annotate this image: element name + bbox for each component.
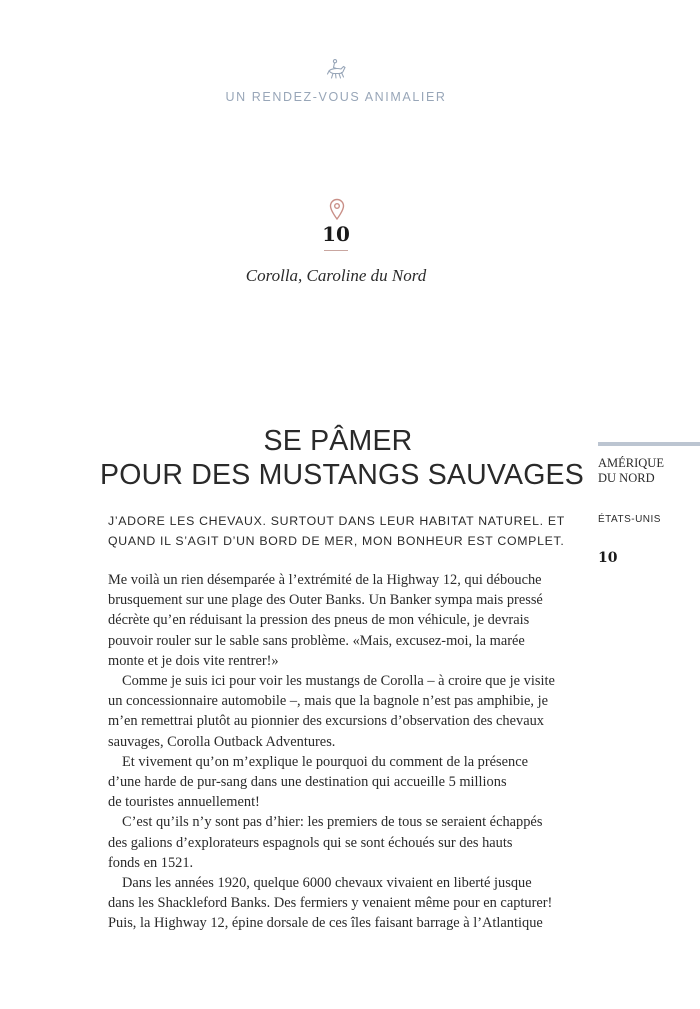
body-line: Puis, la Highway 12, épine dorsale de ces îles faisant barrage à l’Atlantique: [108, 915, 543, 932]
body-line: dans les Shackleford Banks. Des fermiers y venaient même pour en capturer!: [108, 895, 553, 912]
entry-divider: [324, 250, 348, 251]
sidebar-accent-bar: [598, 442, 700, 446]
article-body: [108, 570, 568, 934]
horse-rider-icon: [325, 58, 349, 82]
title-line: SE PÂMER: [263, 425, 413, 457]
body-line: sauvages, Corolla Outback Adventures.: [108, 733, 336, 750]
body-line: brusquement sur une plage des Outer Banks. Un Banker sympa mais pressé: [108, 592, 543, 609]
body-line: pouvoir rouler sur le sable sans problème. «Mais, excusez-moi, la marée: [108, 632, 525, 649]
title-line: POUR DES MUSTANGS SAUVAGES: [100, 459, 584, 491]
body-line: Me voilà un rien désemparée à l’extrémité de la Highway 12, qui débouche: [108, 572, 542, 588]
location-subtitle: Corolla, Caroline du Nord: [245, 266, 427, 285]
region-line: AMÉRIQUE: [598, 456, 664, 470]
body-line: fonds en 1521.: [108, 854, 194, 871]
lead-line: QUAND IL S’AGIT D’UN BORD DE MER, MON BONHEUR EST COMPLET.: [108, 534, 565, 548]
article-lead: [108, 511, 564, 551]
body-line: un concessionnaire automobile –, mais que la bagnole n’est pas amphibie, je: [108, 693, 548, 710]
entry-number: 10: [322, 222, 350, 246]
body-line: de touristes annuellement!: [108, 794, 260, 811]
sidebar-country: ÉTATS-UNIS: [598, 514, 661, 525]
region-line: DU NORD: [598, 471, 655, 485]
body-line: monte et je dois vite rentrer!»: [108, 652, 279, 669]
sidebar-entry-number: 10: [598, 550, 618, 566]
article-title: [100, 424, 584, 492]
body-line: décrète qu’en réduisant la pression des pneus de mon véhicule, je devrais: [108, 612, 530, 629]
sidebar-region: [598, 456, 698, 486]
section-label: UN RENDEZ-VOUS ANIMALIER: [225, 90, 447, 104]
body-line: m’en remettrai plutôt au pionnier des excursions d’observation des chevaux: [108, 713, 544, 730]
body-line: Dans les années 1920, quelque 6000 chevaux vivaient en liberté jusque: [122, 875, 532, 892]
map-pin-icon: [329, 198, 345, 220]
body-line: Et vivement qu’on m’explique le pourquoi du comment de la présence: [122, 753, 529, 770]
body-line: d’une harde de pur-sang dans une destination qui accueille 5 millions: [108, 774, 507, 791]
lead-line: J’ADORE LES CHEVAUX. SURTOUT DANS LEUR HABITAT NATUREL. ET: [108, 514, 565, 528]
body-line: C’est qu’ils n’y sont pas d’hier: les premiers de tous se seraient échappés: [122, 814, 543, 831]
body-line: des galions d’explorateurs espagnols qui se sont échoués sur des hauts: [108, 834, 513, 851]
body-line: Comme je suis ici pour voir les mustangs de Corolla – à croire que je visite: [122, 673, 555, 690]
